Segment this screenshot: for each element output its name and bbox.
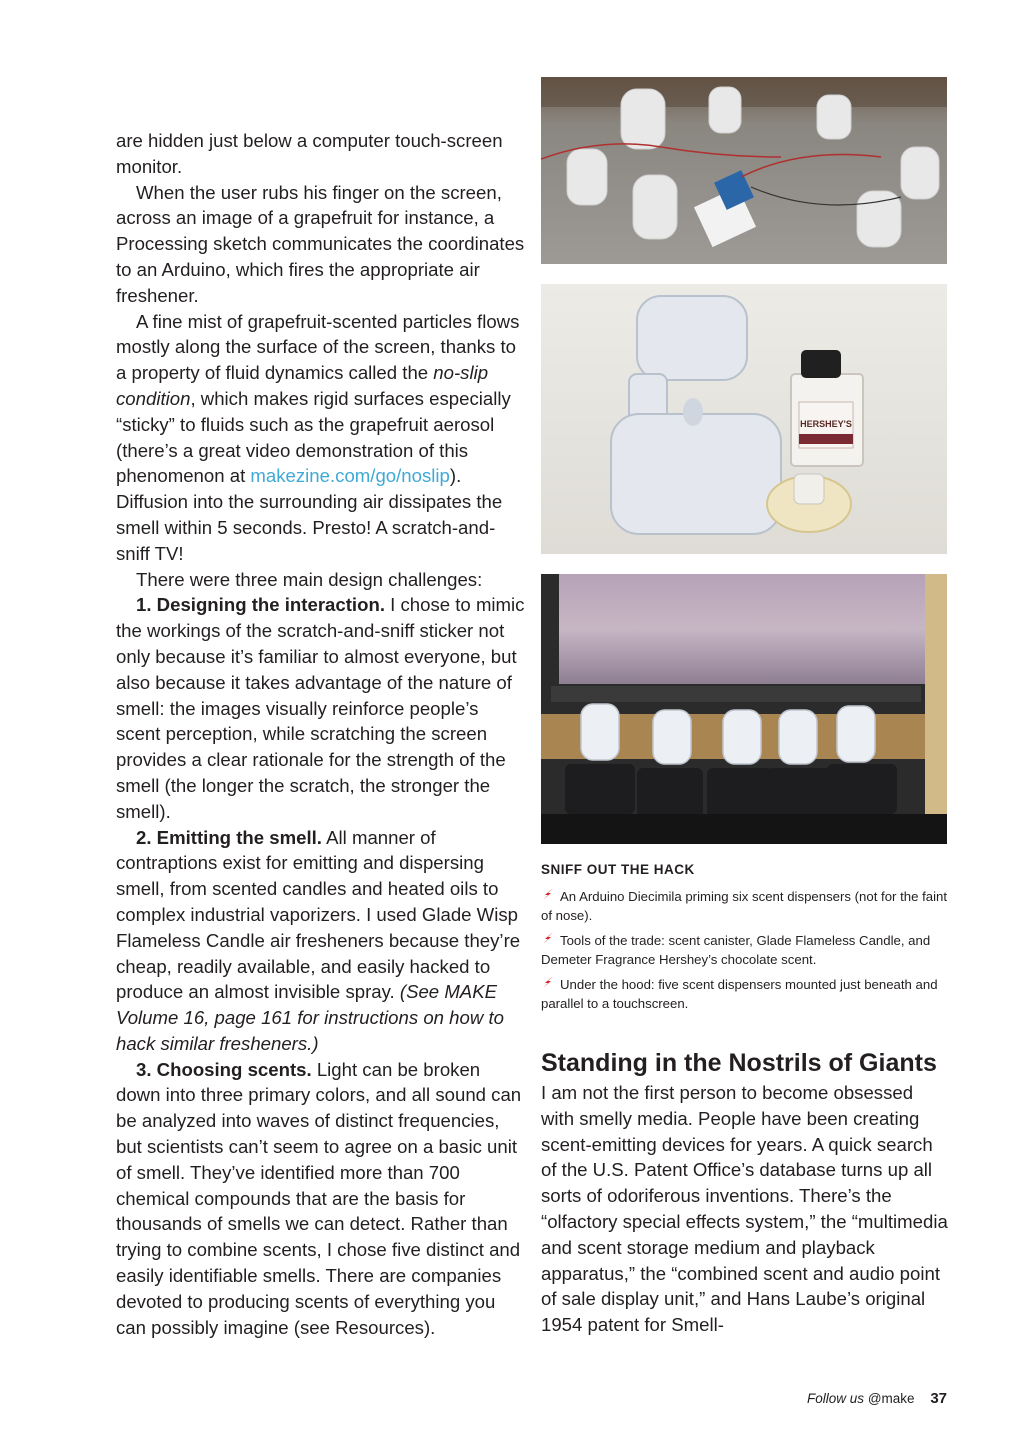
twitter-handle[interactable]: @make xyxy=(867,1391,915,1406)
right-column xyxy=(541,1050,951,1338)
lightning-bolt-icon xyxy=(541,975,555,994)
paragraph-2: When the user rubs his finger on the screen, across an image of a grapefruit for instance, a Processing sketch communicates the coordinates to an Arduino, which fires the appropriate air freshener. xyxy=(116,181,525,306)
page-number: 37 xyxy=(930,1390,947,1407)
caption-item-3: Under the hood: five scent dispensers mounted just beneath and parallel to a touchscreen. xyxy=(541,977,938,1011)
lightning-bolt-icon xyxy=(541,931,555,950)
section-heading: Standing in the Nostrils of Giants xyxy=(541,1049,937,1077)
no-slip-term: no-slip condition xyxy=(116,362,489,409)
page-footer xyxy=(807,1390,947,1407)
photo-tools-of-trade xyxy=(541,284,947,554)
hersheys-label: HERSHEY'S xyxy=(800,419,852,429)
paragraph-1: are hidden just below a computer touch-screen monitor. xyxy=(116,130,503,177)
caption-item-2: Tools of the trade: scent canister, Glade Flameless Candle, and Demeter Fragrance Hershey’s chocolate scent. xyxy=(541,933,931,967)
paragraph-6: 2. Emitting the smell. All manner of contraptions exist for emitting and dispersing smell, from scented candles and heated oils to complex industrial vaporizers. I used Glade Wisp Flameless Candle air fresheners because they’re cheap, readily available, and easily hacked to produce an almost invisible spray. (See MAKE Volume 16, page 161 for instructions on how to hack similar fresheners.) xyxy=(116,826,521,1054)
subhead-scents: 3. Choosing scents. xyxy=(136,1058,312,1080)
lightning-bolt-icon xyxy=(541,887,555,906)
photo-arduino-dispensers xyxy=(541,77,947,264)
noslip-link[interactable]: makezine.com/go/noslip xyxy=(250,465,450,487)
paragraph-4: There were three main design challenges: xyxy=(136,568,483,590)
photo-captions xyxy=(541,862,951,1019)
make-reference: (See MAKE Volume 16, page 161 for instructions on how to hack similar fresheners.) xyxy=(116,981,504,1054)
right-paragraph: I am not the first person to become obsessed with smelly media. People have been creating scent-emitting devices for years. A quick search of the U.S. Patent Office’s database turns up all sorts of odoriferous inventions. There’s the “olfactory special effects system,” the “multimedia and scent storage medium and playback apparatus,” the “combined scent and audio point of sale display unit,” and Hans Laube’s original 1954 patent for Smell- xyxy=(541,1082,948,1336)
subhead-interaction: 1. Designing the interaction. xyxy=(136,594,385,616)
photo-under-hood xyxy=(541,574,947,844)
follow-text: Follow us xyxy=(807,1391,865,1406)
left-column xyxy=(116,128,526,1340)
paragraph-3: A fine mist of grapefruit-scented particles flows mostly along the surface of the screen, thanks to a property of fluid dynamics called the no-slip condition, which makes rigid surfaces especially “sticky” to fluids such as the grapefruit aerosol (there’s a great video demonstration of this phenomenon at makezine.com/go/noslip). Diffusion into the surrounding air dissipates the smell within 5 seconds. Presto! A scratch-and-sniff TV! xyxy=(116,310,520,564)
paragraph-7: 3. Choosing scents. Light can be broken down into three primary colors, and all sound can be analyzed into waves of distinct frequencies, but scientists can’t seem to agree on a basic unit of smell. They’ve identified more than 700 chemical compounds that are the basis for thousands of smells we can detect. Rather than trying to combine scents, I chose five distinct and easily identifiable smells. There are companies devoted to producing scents of everything you can possibly imagine (see Resources). xyxy=(116,1058,522,1338)
caption-item-1: An Arduino Diecimila priming six scent dispensers (not for the faint of nose). xyxy=(541,889,948,923)
paragraph-5: 1. Designing the interaction. I chose to mimic the workings of the scratch-and-sniff sticker not only because it’s familiar to almost everyone, but also because it takes advantage of the nature of smell: the images visually reinforce people’s scent perception, while scratching the screen provides a clear rationale for the strength of the smell (the longer the scratch, the stronger the smell). xyxy=(116,594,525,822)
caption-title: SNIFF OUT THE HACK xyxy=(541,862,695,877)
subhead-emitting: 2. Emitting the smell. xyxy=(136,826,322,848)
